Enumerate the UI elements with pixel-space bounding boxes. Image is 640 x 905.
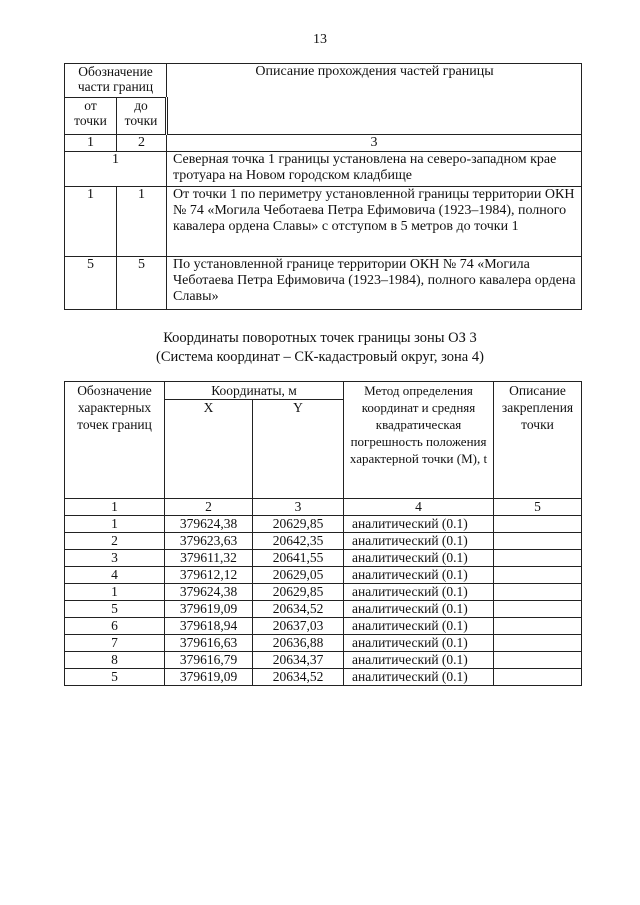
table-row <box>65 652 582 669</box>
coordinates-heading <box>0 329 640 367</box>
y-cell: 20636,88 <box>253 635 344 652</box>
method-cell: аналитический (0.1) <box>344 635 494 652</box>
point-cell: 4 <box>65 567 165 584</box>
from-cell: 5 <box>65 257 117 310</box>
header-method: Метод определения координат и средняя квадратическая погрешность положения характерной точки (М), t <box>344 382 494 499</box>
point-cell: 8 <box>65 652 165 669</box>
point-cell: 1 <box>65 584 165 601</box>
x-cell: 379624,38 <box>165 584 253 601</box>
column-number: 2 <box>117 135 167 152</box>
table-row <box>65 635 582 652</box>
point-cell: 7 <box>65 635 165 652</box>
column-number: 4 <box>344 499 494 516</box>
method-cell: аналитический (0.1) <box>344 567 494 584</box>
fixing-cell <box>494 618 582 635</box>
heading-line-2: (Система координат – СК-кадастровый округ, зона 4) <box>156 349 484 365</box>
fixing-cell <box>494 533 582 550</box>
point-cell: 1 <box>65 152 167 187</box>
header-description: Описание прохождения частей границы <box>167 64 582 135</box>
description-cell: По установленной границе территории ОКН № 74 «Могила Чеботаева Петра Ефимовича (1923–1984), полного кавалера ордена Славы» <box>167 257 582 310</box>
column-number: 3 <box>167 135 582 152</box>
from-cell: 1 <box>65 187 117 257</box>
x-cell: 379611,32 <box>165 550 253 567</box>
y-cell: 20634,52 <box>253 669 344 686</box>
point-cell: 1 <box>65 516 165 533</box>
x-cell: 379616,63 <box>165 635 253 652</box>
column-number: 1 <box>65 499 165 516</box>
table-row <box>65 152 582 187</box>
header-x: X <box>165 400 253 499</box>
fixing-cell <box>494 635 582 652</box>
column-number: 1 <box>65 135 117 152</box>
description-cell: От точки 1 по периметру установленной границы территории ОКН № 74 «Могила Чеботаева Петра Ефимовича (1923–1984), полного кавалера ордена Славы» с отступом в 5 метров до точки 1 <box>167 187 582 257</box>
to-cell: 5 <box>117 257 167 310</box>
table-row <box>65 618 582 635</box>
coordinates-table <box>64 381 582 686</box>
table-row <box>65 669 582 686</box>
x-cell: 379616,79 <box>165 652 253 669</box>
method-cell: аналитический (0.1) <box>344 516 494 533</box>
table-row <box>65 516 582 533</box>
header-y: Y <box>253 400 344 499</box>
y-cell: 20637,03 <box>253 618 344 635</box>
description-cell: Северная точка 1 границы установлена на северо-западном крае тротуара на Новом городском кладбище <box>167 152 582 187</box>
table-row <box>65 187 582 257</box>
heading-line-1: Координаты поворотных точек границы зоны ОЗ 3 <box>163 330 477 346</box>
x-cell: 379623,63 <box>165 533 253 550</box>
header-designation: Обозначение части границ <box>65 64 167 98</box>
fixing-cell <box>494 567 582 584</box>
header-to: до точки <box>117 98 167 135</box>
table-row <box>65 550 582 567</box>
method-cell: аналитический (0.1) <box>344 618 494 635</box>
table-row <box>65 533 582 550</box>
header-coordinates: Координаты, м <box>165 382 344 400</box>
x-cell: 379612,12 <box>165 567 253 584</box>
table-row <box>65 567 582 584</box>
y-cell: 20629,85 <box>253 584 344 601</box>
y-cell: 20629,05 <box>253 567 344 584</box>
y-cell: 20641,55 <box>253 550 344 567</box>
column-number: 5 <box>494 499 582 516</box>
table-row <box>65 584 582 601</box>
y-cell: 20642,35 <box>253 533 344 550</box>
point-cell: 2 <box>65 533 165 550</box>
fixing-cell <box>494 584 582 601</box>
fixing-cell <box>494 652 582 669</box>
fixing-cell <box>494 550 582 567</box>
to-cell: 1 <box>117 187 167 257</box>
header-designation: Обозначение характерных точек границ <box>65 382 165 499</box>
fixing-cell <box>494 516 582 533</box>
column-number: 2 <box>165 499 253 516</box>
method-cell: аналитический (0.1) <box>344 550 494 567</box>
x-cell: 379619,09 <box>165 669 253 686</box>
y-cell: 20629,85 <box>253 516 344 533</box>
method-cell: аналитический (0.1) <box>344 652 494 669</box>
point-cell: 5 <box>65 601 165 618</box>
y-cell: 20634,37 <box>253 652 344 669</box>
table-row <box>65 601 582 618</box>
x-cell: 379618,94 <box>165 618 253 635</box>
page-number: 13 <box>313 32 327 47</box>
boundary-parts-table <box>64 63 582 310</box>
point-cell: 6 <box>65 618 165 635</box>
method-cell: аналитический (0.1) <box>344 533 494 550</box>
point-cell: 5 <box>65 669 165 686</box>
column-number: 3 <box>253 499 344 516</box>
x-cell: 379619,09 <box>165 601 253 618</box>
header-from: от точки <box>65 98 117 135</box>
fixing-cell <box>494 601 582 618</box>
x-cell: 379624,38 <box>165 516 253 533</box>
method-cell: аналитический (0.1) <box>344 584 494 601</box>
point-cell: 3 <box>65 550 165 567</box>
fixing-cell <box>494 669 582 686</box>
table-row <box>65 257 582 310</box>
method-cell: аналитический (0.1) <box>344 669 494 686</box>
y-cell: 20634,52 <box>253 601 344 618</box>
method-cell: аналитический (0.1) <box>344 601 494 618</box>
header-fixing: Описание закрепления точки <box>494 382 582 499</box>
